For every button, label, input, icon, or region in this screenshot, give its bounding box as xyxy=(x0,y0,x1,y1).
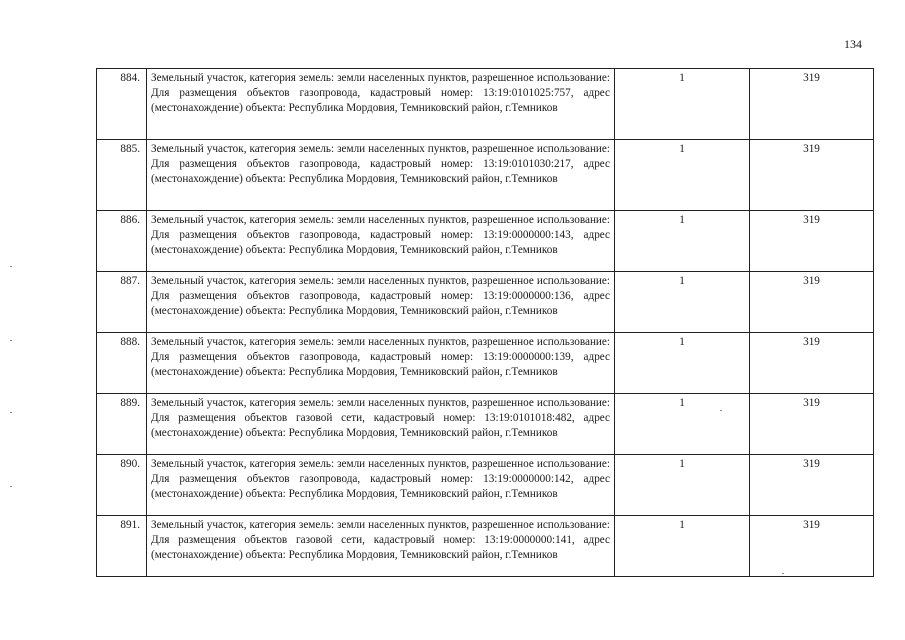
row-number: 888. xyxy=(97,333,147,394)
row-description: Земельный участок, категория земель: земли населенных пунктов, разрешенное использование: Для размещения объектов газопровода, кадастровый номер: 13:19:0101030:217, адрес (местонахождение) объекта: Республика Мордовия, Темниковский район, г.Темников xyxy=(147,140,615,211)
row-description: Земельный участок, категория земель: земли населенных пунктов, разрешенное использование: Для размещения объектов газопровода, кадастровый номер: 13:19:0000000:139, адрес (местонахождение) объекта: Республика Мордовия, Темниковский район, г.Темников xyxy=(147,333,615,394)
scan-speck xyxy=(10,486,12,487)
scan-speck xyxy=(10,340,12,341)
row-value: 319 xyxy=(750,140,874,211)
row-value: 319 xyxy=(750,69,874,140)
property-table xyxy=(96,68,874,577)
row-value: 319 xyxy=(750,272,874,333)
row-number: 886. xyxy=(97,211,147,272)
row-description: Земельный участок, категория земель: земли населенных пунктов, разрешенное использование: Для размещения объектов газопровода, кадастровый номер: 13:19:0101025:757, адрес (местонахождение) объекта: Республика Мордовия, Темниковский район, г.Темников xyxy=(147,69,615,140)
row-quantity: 1 xyxy=(615,394,750,455)
row-value: 319 xyxy=(750,394,874,455)
table-row xyxy=(97,211,874,272)
table-row xyxy=(97,394,874,455)
row-quantity: 1 xyxy=(615,516,750,577)
table-row xyxy=(97,140,874,211)
page-number: 134 xyxy=(844,37,862,51)
scan-speck xyxy=(720,410,722,411)
row-value: 319 xyxy=(750,211,874,272)
scan-speck xyxy=(10,266,12,267)
row-value: 319 xyxy=(750,333,874,394)
row-value: 319 xyxy=(750,455,874,516)
row-description: Земельный участок, категория земель: земли населенных пунктов, разрешенное использование: Для размещения объектов газопровода, кадастровый номер: 13:19:0000000:142, адрес (местонахождение) объекта: Республика Мордовия, Темниковский район, г.Темников xyxy=(147,455,615,516)
scan-speck xyxy=(10,412,12,413)
row-number: 885. xyxy=(97,140,147,211)
row-description: Земельный участок, категория земель: земли населенных пунктов, разрешенное использование: Для размещения объектов газовой сети, кадастровый номер: 13:19:0101018:482, адрес (местонахождение) объекта: Республика Мордовия, Темниковский район, г.Темников xyxy=(147,394,615,455)
row-quantity: 1 xyxy=(615,272,750,333)
table-row xyxy=(97,333,874,394)
row-description: Земельный участок, категория земель: земли населенных пунктов, разрешенное использование: Для размещения объектов газопровода, кадастровый номер: 13:19:0000000:143, адрес (местонахождение) объекта: Республика Мордовия, Темниковский район, г.Темников xyxy=(147,211,615,272)
row-quantity: 1 xyxy=(615,69,750,140)
row-description: Земельный участок, категория земель: земли населенных пунктов, разрешенное использование: Для размещения объектов газопровода, кадастровый номер: 13:19:0000000:136, адрес (местонахождение) объекта: Республика Мордовия, Темниковский район, г.Темников xyxy=(147,272,615,333)
table-row xyxy=(97,516,874,577)
row-quantity: 1 xyxy=(615,455,750,516)
row-number: 884. xyxy=(97,69,147,140)
row-number: 890. xyxy=(97,455,147,516)
scan-speck xyxy=(782,573,784,574)
row-quantity: 1 xyxy=(615,140,750,211)
table-row xyxy=(97,69,874,140)
row-description: Земельный участок, категория земель: земли населенных пунктов, разрешенное использование: Для размещения объектов газовой сети, кадастровый номер: 13:19:0000000:141, адрес (местонахождение) объекта: Республика Мордовия, Темниковский район, г.Темников xyxy=(147,516,615,577)
row-number: 891. xyxy=(97,516,147,577)
row-value: 319 xyxy=(750,516,874,577)
row-quantity: 1 xyxy=(615,211,750,272)
table-row xyxy=(97,272,874,333)
row-number: 889. xyxy=(97,394,147,455)
table-row xyxy=(97,455,874,516)
row-quantity: 1 xyxy=(615,333,750,394)
row-number: 887. xyxy=(97,272,147,333)
